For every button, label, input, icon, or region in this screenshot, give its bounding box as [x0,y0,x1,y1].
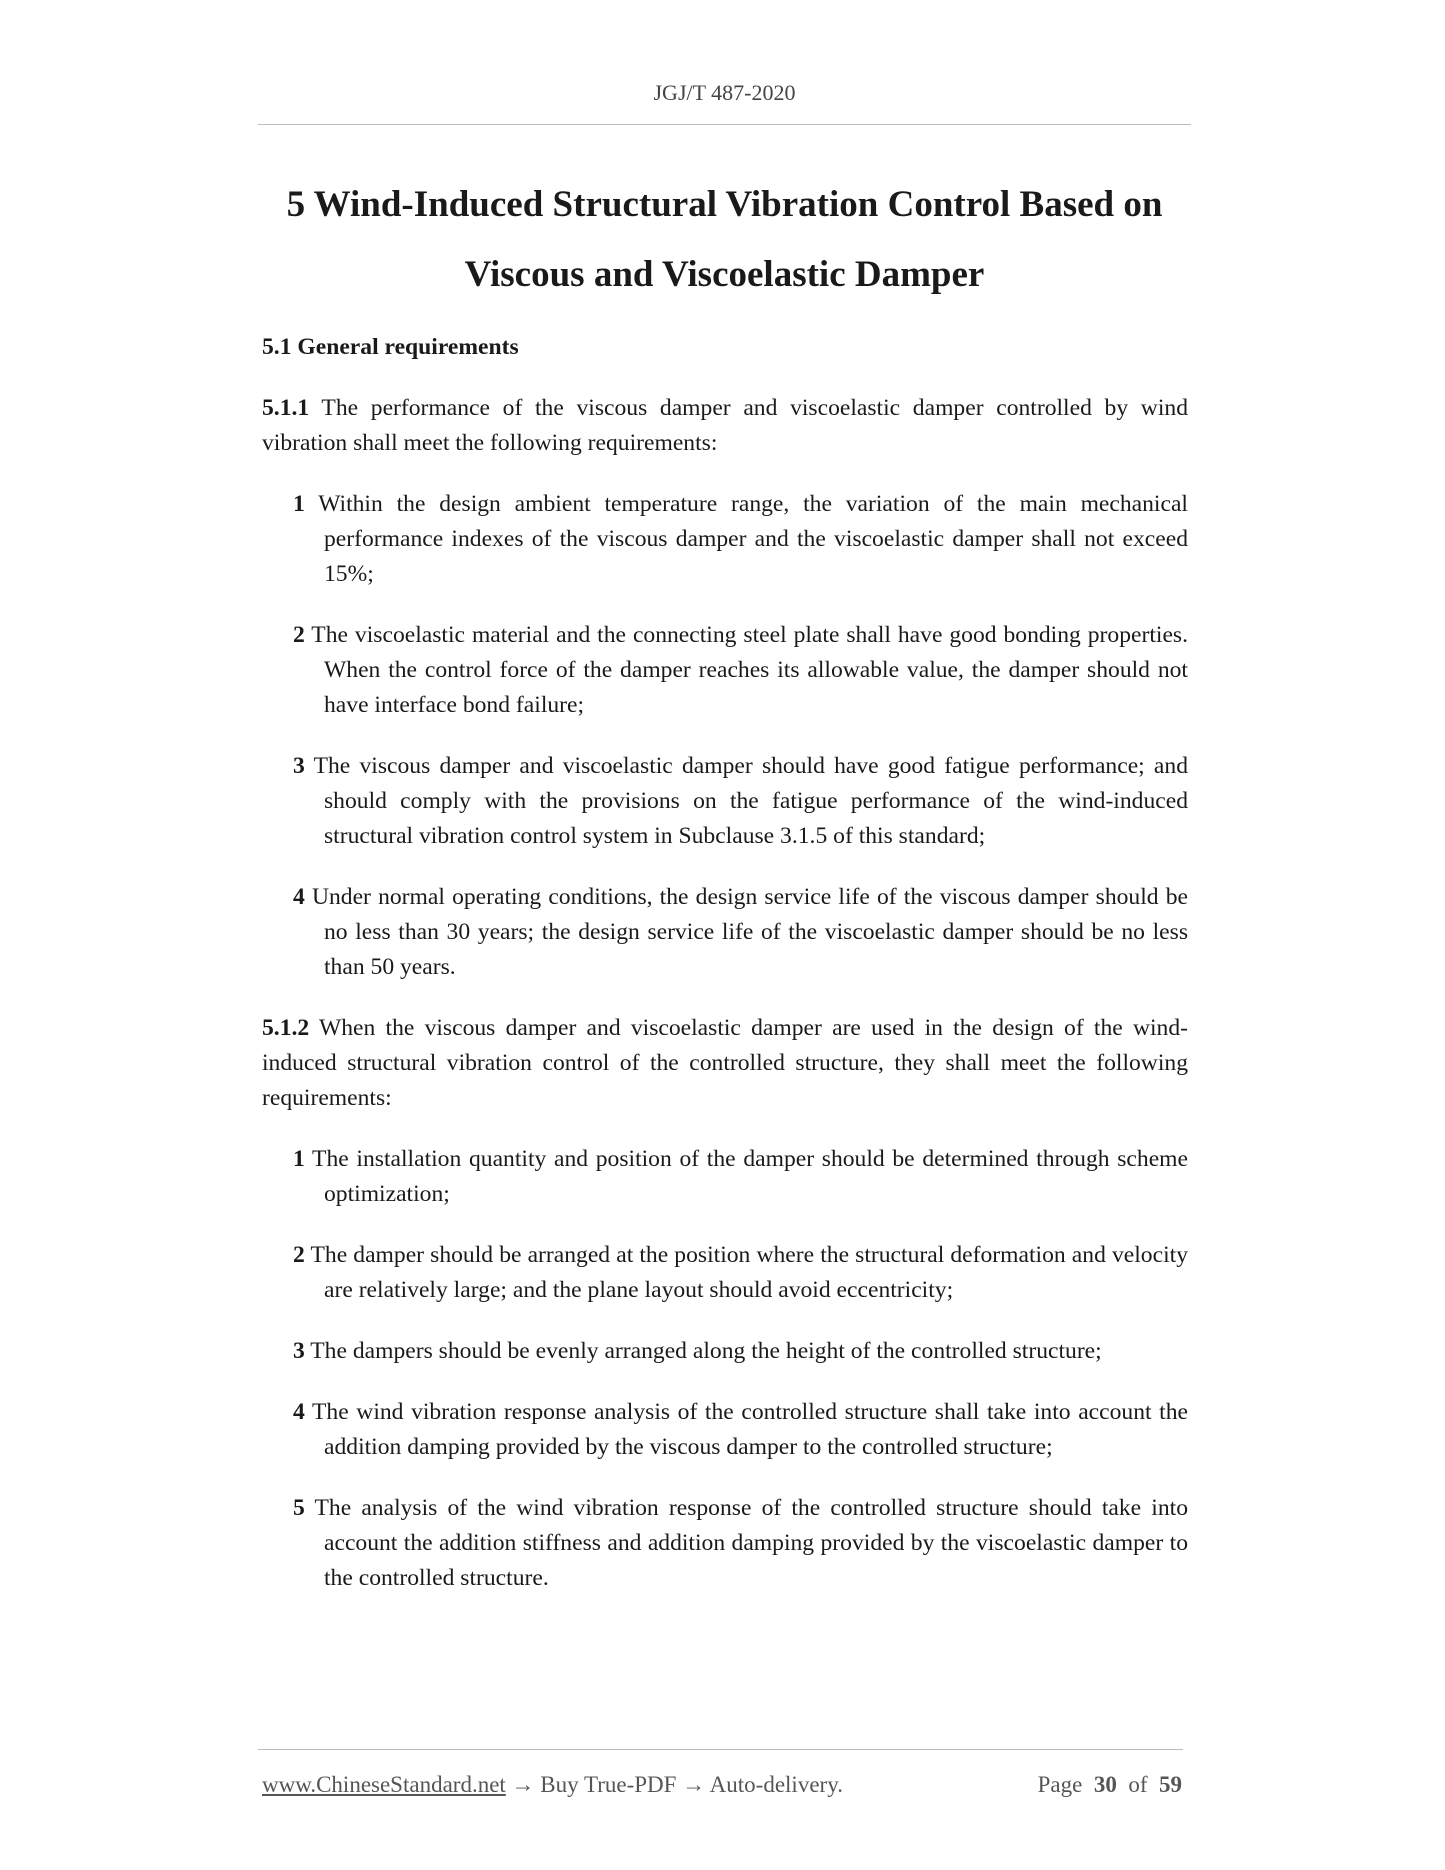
item-text: Within the design ambient temperature range, the variation of the main mechanical performance indexes of the viscous damper and the viscoelastic damper shall not exceed 15%; [304,491,1188,587]
item-text: The installation quantity and position of the damper should be determined through scheme optimization; [304,1146,1188,1207]
item-number: 4 [293,1399,305,1425]
list-item [262,1491,1188,1596]
item-text: Under normal operating conditions, the design service life of the viscous damper should be no less than 30 years; the design service life of the viscoelastic damper should be no less than 50 years. [304,884,1188,980]
chapter-title [258,170,1191,310]
page-number [1038,1772,1182,1798]
item-text: The viscoelastic material and the connecting steel plate shall have good bonding properties. When the control force of the damper reaches its allowable value, the damper should not have interface bond failure; [304,622,1188,718]
item-number: 4 [293,884,305,910]
item-number: 2 [293,1242,305,1268]
document-body [262,330,1188,1622]
section-heading: 5.1 General requirements [262,334,519,360]
list-item [262,487,1188,592]
list-item [262,1142,1188,1212]
list-item [262,618,1188,723]
page-total: 59 [1159,1772,1182,1797]
item-text: The viscous damper and viscoelastic damper should have good fatigue performance; and should comply with the provisions on the fatigue performance of the wind-induced structural vibration control system in Subclause 3.1.5 of this standard; [304,753,1188,849]
item-number: 2 [293,622,305,648]
clause-number: 5.1.1 [262,395,310,421]
arrow-right-icon: → [682,1772,706,1797]
item-number: 1 [293,491,305,517]
item-number: 1 [293,1146,305,1172]
item-text: The analysis of the wind vibration response of the controlled structure should take into account the addition stiffness and addition damping provided by the viscoelastic damper to the controlled structure. [304,1495,1188,1591]
clause-text: The performance of the viscous damper and viscoelastic damper controlled by wind vibration shall meet the following requirements: [262,395,1188,456]
clause-5-1-2 [262,1011,1188,1116]
clause-text: When the viscous damper and viscoelastic damper are used in the design of the wind-induced structural vibration control of the controlled structure, they shall meet the following requirements: [262,1015,1188,1111]
page-of: of [1128,1772,1148,1797]
chapter-title-line-1: 5 Wind-Induced Structural Vibration Control Based on [286,184,1163,225]
footer-promo [262,1772,843,1798]
chapter-title-line-2: Viscous and Viscoelastic Damper [464,254,985,295]
page-current: 30 [1093,1772,1117,1797]
list-item [262,749,1188,854]
page-label: Page [1037,1772,1083,1797]
clause-5-1-1 [262,391,1188,461]
clause-number: 5.1.2 [262,1015,310,1041]
header-divider [258,124,1191,125]
website-link[interactable]: www.ChineseStandard.net [262,1772,506,1797]
list-item [262,1238,1188,1308]
item-number: 5 [293,1495,305,1521]
list-item [262,880,1188,985]
auto-delivery-text: Auto-delivery. [709,1772,843,1797]
item-text: The dampers should be evenly arranged along the height of the controlled structure; [304,1338,1102,1364]
item-text: The wind vibration response analysis of the controlled structure shall take into account the addition damping provided by the viscous damper to the controlled structure; [304,1399,1188,1460]
list-item [262,1334,1188,1369]
list-item [262,1395,1188,1465]
buy-pdf-text: Buy True-PDF [540,1772,677,1797]
item-number: 3 [293,753,305,779]
footer-divider [258,1749,1183,1750]
arrow-right-icon: → [511,1772,535,1797]
running-header: JGJ/T 487-2020 [653,80,796,105]
item-number: 3 [293,1338,305,1364]
item-text: The damper should be arranged at the position where the structural deformation and velocity are relatively large; and the plane layout should avoid eccentricity; [304,1242,1188,1303]
